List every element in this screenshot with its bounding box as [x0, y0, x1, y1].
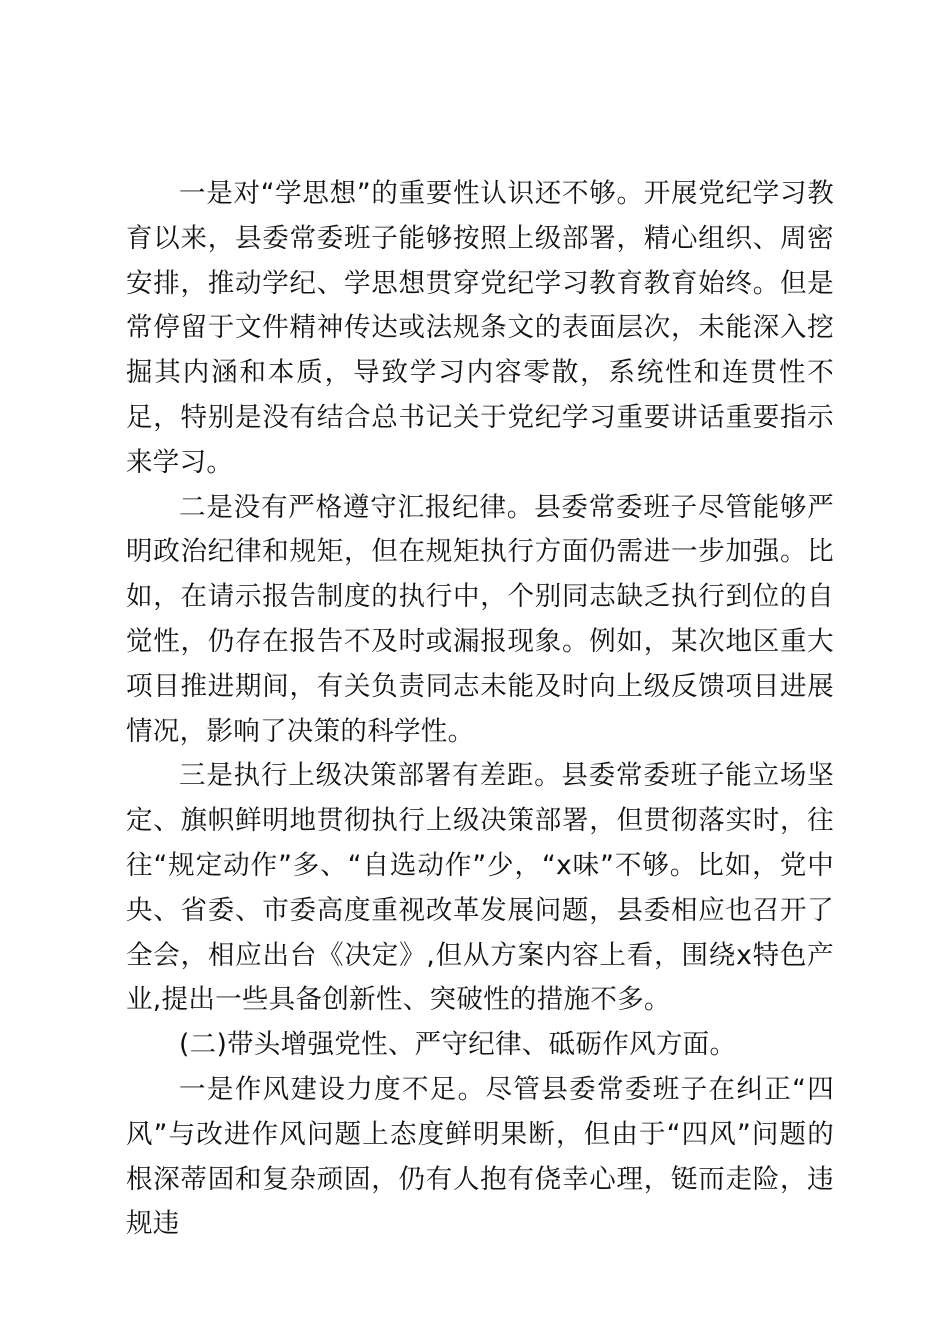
- paragraph-3: 三是执行上级决策部署有差距。县委常委班子能立场坚定、旗帜鲜明地贯彻执行上级决策部署，但贯彻落实时，往往“规定动作”多、“自选动作”少，“x味”不够。比如，党中央、省委、市委高度重视改革发展问题，县委相应也召开了全会，相应出台《决定》,但从方案内容上看，围绕x特色产业,提出一些具备创新性、突破性的措施不多。: [126, 760, 834, 1016]
- paragraph-2: 二是没有严格遵守汇报纪律。县委常委班子尽管能够严明政治纪律和规矩，但在规矩执行方面仍需进一步加强。比如，在请示报告制度的执行中，个别同志缺乏执行到位的自觉性，仍存在报告不及时或漏报现象。例如，某次地区重大项目推进期间，有关负责同志未能及时向上级反馈项目进展情况，影响了决策的科学性。: [126, 491, 834, 747]
- section-heading: (二)带头增强党性、严守纪律、砥砺作风方面。: [179, 1029, 737, 1061]
- paragraph-4: 一是作风建设力度不足。尽管县委常委班子在纠正“四风”与改进作风问题上态度鲜明果断，但由于“四风”问题的根深蒂固和复杂顽固，仍有人抱有侥幸心理，铤而走险，违规违: [126, 1073, 834, 1240]
- document-body: [126, 172, 834, 1247]
- paragraph-1: 一是对“学思想”的重要性认识还不够。开展党纪学习教育以来，县委常委班子能够按照上级部署，精心组织、周密安排，推动学纪、学思想贯穿党纪学习教育教育始终。但是常停留于文件精神传达或法规条文的表面层次，未能深入挖掘其内涵和本质，导致学习内容零散，系统性和连贯性不足，特别是没有结合总书记关于党纪学习重要讲话重要指示来学习。: [126, 178, 834, 478]
